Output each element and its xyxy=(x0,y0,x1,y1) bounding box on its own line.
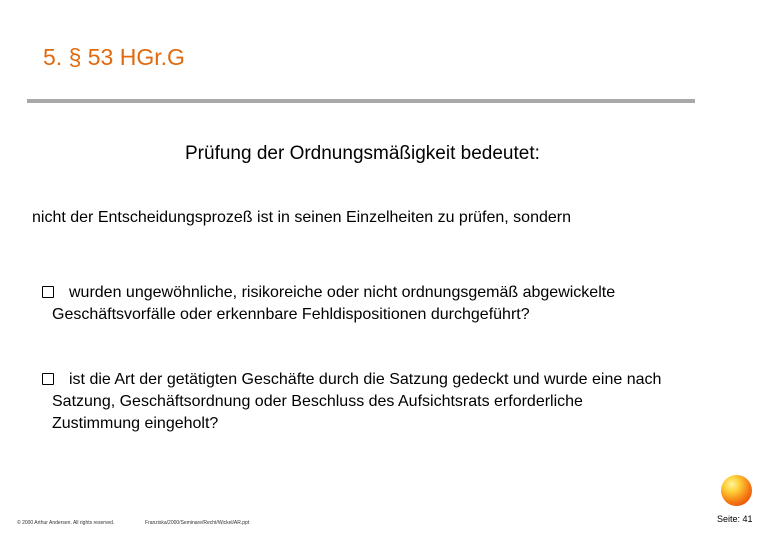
bullet-item xyxy=(40,369,661,435)
checkbox-bullet-icon xyxy=(42,373,54,385)
page-number: Seite: 41 xyxy=(717,514,753,524)
footer-copyright: © 2000 Arthur Andersen. All rights reserved. xyxy=(17,520,115,526)
bullet-line: wurden ungewöhnliche, risikoreiche oder nicht ordnungsgemäß abgewickelte xyxy=(69,284,616,301)
title-divider xyxy=(27,99,695,103)
sphere-logo-icon xyxy=(721,475,752,506)
bullet-line: Satzung, Geschäftsordnung oder Beschluss des Aufsichtsrats erforderliche xyxy=(52,393,583,410)
bullet-item xyxy=(40,282,615,326)
slide-title: 5. § 53 HGr.G xyxy=(43,44,185,70)
footer-file-path: Franziska/2000/Seminare/Recht/Wickel/AR.ppt xyxy=(145,520,250,526)
bullet-line: Zustimmung eingeholt? xyxy=(52,415,219,432)
checkbox-bullet-icon xyxy=(42,286,54,298)
slide-subtitle: Prüfung der Ordnungsmäßigkeit bedeutet: xyxy=(185,143,540,164)
intro-text: nicht der Entscheidungsprozeß ist in seinen Einzelheiten zu prüfen, sondern xyxy=(32,209,571,226)
bullet-line: ist die Art der getätigten Geschäfte durch die Satzung gedeckt und wurde eine nach xyxy=(69,371,662,388)
bullet-line: Geschäftsvorfälle oder erkennbare Fehldispositionen durchgeführt? xyxy=(52,306,530,323)
